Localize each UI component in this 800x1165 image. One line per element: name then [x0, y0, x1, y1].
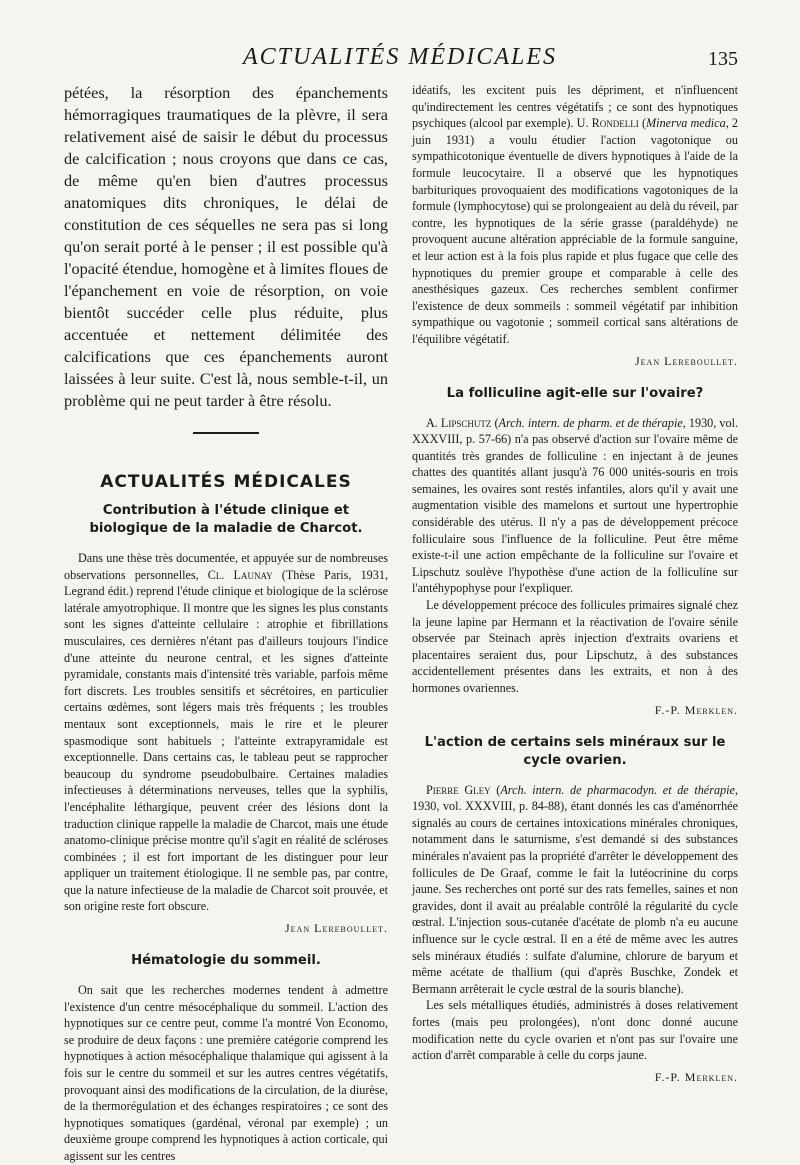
article-paragraph: [64, 550, 388, 915]
signature: Jean Lereboullet.: [635, 353, 738, 368]
article-title-hematologie: Hématologie du sommeil.: [131, 953, 321, 969]
article-paragraph: On sait que les recherches modernes tendent à admettre l'existence d'un centre mésocéphalique du sommeil. L'action des hypnotiques sur ce centre peut, comme l'a montré Von Economo, se produire de deux façons : une première catégorie comprend les hypnotiques à action mésocéphalique thalamique qui agissent à la fois sur le centre du sommeil et sur les autres centres végétatifs, provoquant ainsi des modifications de la circulation, de la diurèse, de la thermorégulation et des échanges respiratoires ; ce sont des hypnotiques somatiques (gardénal, véronal par exemple) ; un deuxième groupe comprend les hypnotiques à action corticale, qui agissent sur les centres: [64, 983, 388, 1163]
section-divider: [193, 432, 259, 434]
author-name: Cl. Launay: [207, 567, 273, 582]
author-name: Pierre Gley: [426, 782, 491, 797]
page-header: [0, 44, 800, 74]
left-column: [64, 82, 388, 1165]
article-title-sels-mineraux: L'action de certains sels minéraux sur le cycle ovarien.: [424, 734, 726, 768]
text-span: , 1930, vol. XXXVIII, p. 57-66) n'a pas observé d'action sur l'ovaire même de quantités très grandes de folliculine : en injectant à de jeunes chattes des quantités allant jusqu'à 76 000 unités-souris en trois semaines, les ovaires sont restés infantiles, alors qu'il y avait une augmentation visible des mamelons et surtout une hypertrophie considérable des utérus. Il n'y a pas de développement précoce folliculaire sous l'influence de la folliculine. Peut être même existe-t-il une action empêchante de la folliculine sur l'ovaire et Lipschutz soulève l'hypothèse d'une action de la folliculine sur l'antéhypophyse pour l'expliquer.: [412, 415, 738, 596]
article-paragraph: A. Lipschutz (Arch. intern. de pharm. et de thérapie, 1930, vol. XXXVIII, p. 57-66) n'a pas observé d'action sur l'ovaire même de quantités très grandes de folliculine : en injectant à de jeunes chattes des quantités allant jusqu'à 76 000 unités-souris en trois semaines, les ovaires sont restés infantiles, alors qu'il y avait une augmentation visible des mamelons et surtout une hypertrophie considérable des utérus. Il n'y a pas de développement précoce folliculaire sous l'influence de la folliculine. Peut être même existe-t-il une action empêchante de la folliculine sur l'ovaire et Lipschutz soulève l'hypothèse d'une action de la folliculine sur l'antéhypophyse pour l'expliquer.: [412, 415, 738, 596]
text-span: (Thèse Paris, 1931, Legrand édit.) reprend l'étude clinique et biologique de la sclérose latérale amyotrophique. Il montre que les signes les plus constants sont les signes d'atteinte cellulaire : atrophie et fibrillations musculaires, ces dernières n'étant pas d'ailleurs toujours l'indice d'une atteinte du neurone central, et les signes d'atteinte pyramidale, constants mais d'intensité très variable, parfois même fort discrets. Les troubles sensitifs et sécrétoires, en particulier certains œdèmes, sont légers mais très fréquents ; les troubles mentaux sont exceptionnels, mais le rire et le pleurer spasmodique sont habituels ; l'atteinte extrapyramidale est exceptionnelle. Dans certains cas, le tableau peut se rapprocher beaucoup du syndrome pseudobulbaire. Certaines maladies infectieuses à déterminations nerveuses, telles que la syphilis, l'encéphalite léthargique, peuvent créer des lésions dont la traduction clinique rappelle la maladie de Charcot, mais une étude anatomo-clinique précise montre qu'il s'agit en réalité de scléroses combinées ; il est fort important de les distinguer pour leur appliquer un traitement étiologique. Il ne semble pas, par contre, que la nature infectieuse de la maladie de Charcot soit prouvée, et son origine reste fort obscure.: [64, 567, 388, 914]
journal-name: Minerva medica: [646, 116, 726, 131]
signature: F.-P. Merklen.: [654, 1069, 738, 1084]
text-span: , 1930, vol. XXXVIII, p. 84-88), étant donnés les cas d'aménorrhée signalés au cours de certaines intoxications minérales chroniques, notamment dans le saturnisme, s'est demandé si des substances minérales n'avaient pas la propriété d'arrêter le développement des follicules de De Graaf, comme le fait la lutéocrinine du corps jaune. Ses recherches ont porté sur des rats femelles, saines et non gravides, dont il avait au préalable contrôlé la régularité du cycle œstral. L'injection sous-cutanée d'acétate de plomb n'a eu aucune influence sur le cycle œstral. Il en a été de même avec les autres sels minéraux étudiés : sulfate d'alumine, chlorure de baryum et même acétate de thallium (qui d'après Buschke, Zondek et Bermann arrêterait le cycle œstral de la souris blanche).: [412, 782, 738, 996]
author-name: A. Lipschutz: [426, 415, 492, 430]
journal-name: Arch. intern. de pharm. et de thérapie: [498, 415, 683, 430]
right-column: [412, 82, 738, 1101]
article-paragraph: Le développement précoce des follicules primaires signalé chez la jeune lapine par Hermann et la réactivation de l'ovaire sénile observée par Steinach après injection d'extraits ovariens et placentaires seraient dus, pour Lipschutz, à des substances accidentellement présentes dans les extraits, et non à des hormones ovariennes.: [412, 598, 738, 695]
section-title: ACTUALITÉS MÉDICALES: [100, 472, 352, 492]
continuation-paragraph: idéatifs, les excitent puis les dépriment, et n'influencent qu'indirectement les centres végétatifs ; ce sont des hypnotiques psychiques (alcool par exemple). U. Rondelli (Minerva medica, 2 juin 1931) a voulu étudier l'action vagotonique ou sympathicotonique éventuelle de divers hypnotiques à l'aide de la formule leucocytaire. Il a observé que les hypnotiques barbituriques provoquaient des modifications vagotoniques de la formule (lymphocytose) qui se prolongeaient au delà du réveil, par contre, les hypnotiques de la série grasse (paraldéhyde) ne provoquent aucune altération appréciable de la formule sanguine, et leur action est à la fois plus rapide et plus fugace que celle des hypnotiques du premier groupe et comparable à celle des anesthésiques gazeux. Ces recherches semblent confirmer l'existence de deux sommeils : sommeil végétatif par inhibition sympathique ou vagotonie ; sommeil cortical sans altérations de l'équilibre végétatif.: [412, 83, 739, 346]
lead-paragraph-block: [64, 82, 388, 412]
author-name: Rondelli: [591, 116, 639, 131]
article-paragraph: Pierre Gley (Arch. intern. de pharmacodyn. et de thérapie, 1930, vol. XXXVIII, p. 84-88), étant donnés les cas d'aménorrhée signalés au cours de certaines intoxications minérales chroniques, notamment dans le saturnisme, s'est demandé si des substances minérales n'avaient pas la propriété d'arrêter le développement des follicules de De Graaf, comme le fait la lutéocrinine du corps jaune. Ses recherches ont porté sur des rats femelles, saines et non gravides, dont il avait au préalable contrôlé la régularité du cycle œstral. L'injection sous-cutanée d'acétate de plomb n'a eu aucune influence sur le cycle œstral. Il en a été de même avec les autres sels minéraux étudiés : sulfate d'alumine, chlorure de baryum et même acétate de thallium (qui d'après Buschke, Zondek et Bermann arrêterait le cycle œstral de la souris blanche).: [412, 782, 738, 996]
page-number: 135: [708, 48, 738, 70]
text-span: idéatifs, les excitent puis les dépriment, et n'influencent qu'indirectement les centres végétatifs ; ce sont des hypnotiques psychiques (alcool par exemple). U.: [412, 83, 738, 131]
journal-name: Arch. intern. de pharmacodyn. et de thérapie: [500, 782, 735, 797]
signature: F.-P. Merklen.: [654, 702, 738, 717]
running-title: ACTUALITÉS MÉDICALES: [242, 44, 557, 70]
article-title-charcot: Contribution à l'étude clinique et biologique de la maladie de Charcot.: [89, 503, 363, 536]
text-span: Dans une thèse très documentée, et appuyée sur de nombreuses observations personnelles,: [64, 551, 388, 582]
signature: Jean Lereboullet.: [285, 921, 388, 936]
article-title-folliculine: La folliculine agit-elle sur l'ovaire?: [446, 385, 704, 401]
article-paragraph: Les sels métalliques étudiés, administrés à doses relativement fortes (mais peu prolongées), n'ont donc donné aucune modification nette du cycle ovarien et n'ont pas sur l'ovaire une action d'arrêt comparable à celle du corps jaune.: [412, 998, 738, 1063]
lead-paragraph: pétées, la résorption des épanchements hémorragiques traumatiques de la plèvre, il sera relativement aisé de saisir le début du processus de calcification ; nous croyons que dans ce cas, de même qu'en bien d'autres processus anatomiques dits chroniques, le délai de constitution de ces séquelles ne sera pas si long qu'on serait porté à le penser ; il est possible qu'à l'opacité étendue, homogène et à limites floues de l'épanchement en voie de résorption, on voie bientôt succéder celle plus réduite, plus accentuée et nettement délimitée des calcifications que ces épanchements auront laissées à leur suite. C'est là, nous semble-t-il, un problème qui ne peut tarder à être résolu.: [64, 83, 388, 410]
text-span: , 2 juin 1931) a voulu étudier l'action vagotonique ou sympathicotonique éventuelle de divers hypnotiques à l'aide de la formule leucocytaire. Il a observé que les hypnotiques barbituriques provoquaient des modifications vagotoniques de la formule (lymphocytose) qui se prolongeaient au delà du réveil, par contre, les hypnotiques de la série grasse (paraldéhyde) ne provoquent aucune altération appréciable de la formule sanguine, et leur action est à la fois plus rapide et plus fugace que celle des hypnotiques du premier groupe et comparable à celle des anesthésiques gazeux. Ces recherches semblent confirmer l'existence de deux sommeils : sommeil végétatif par inhibition sympathique ou vagotonie ; sommeil cortical sans altérations de l'équilibre végétatif.: [412, 116, 739, 346]
